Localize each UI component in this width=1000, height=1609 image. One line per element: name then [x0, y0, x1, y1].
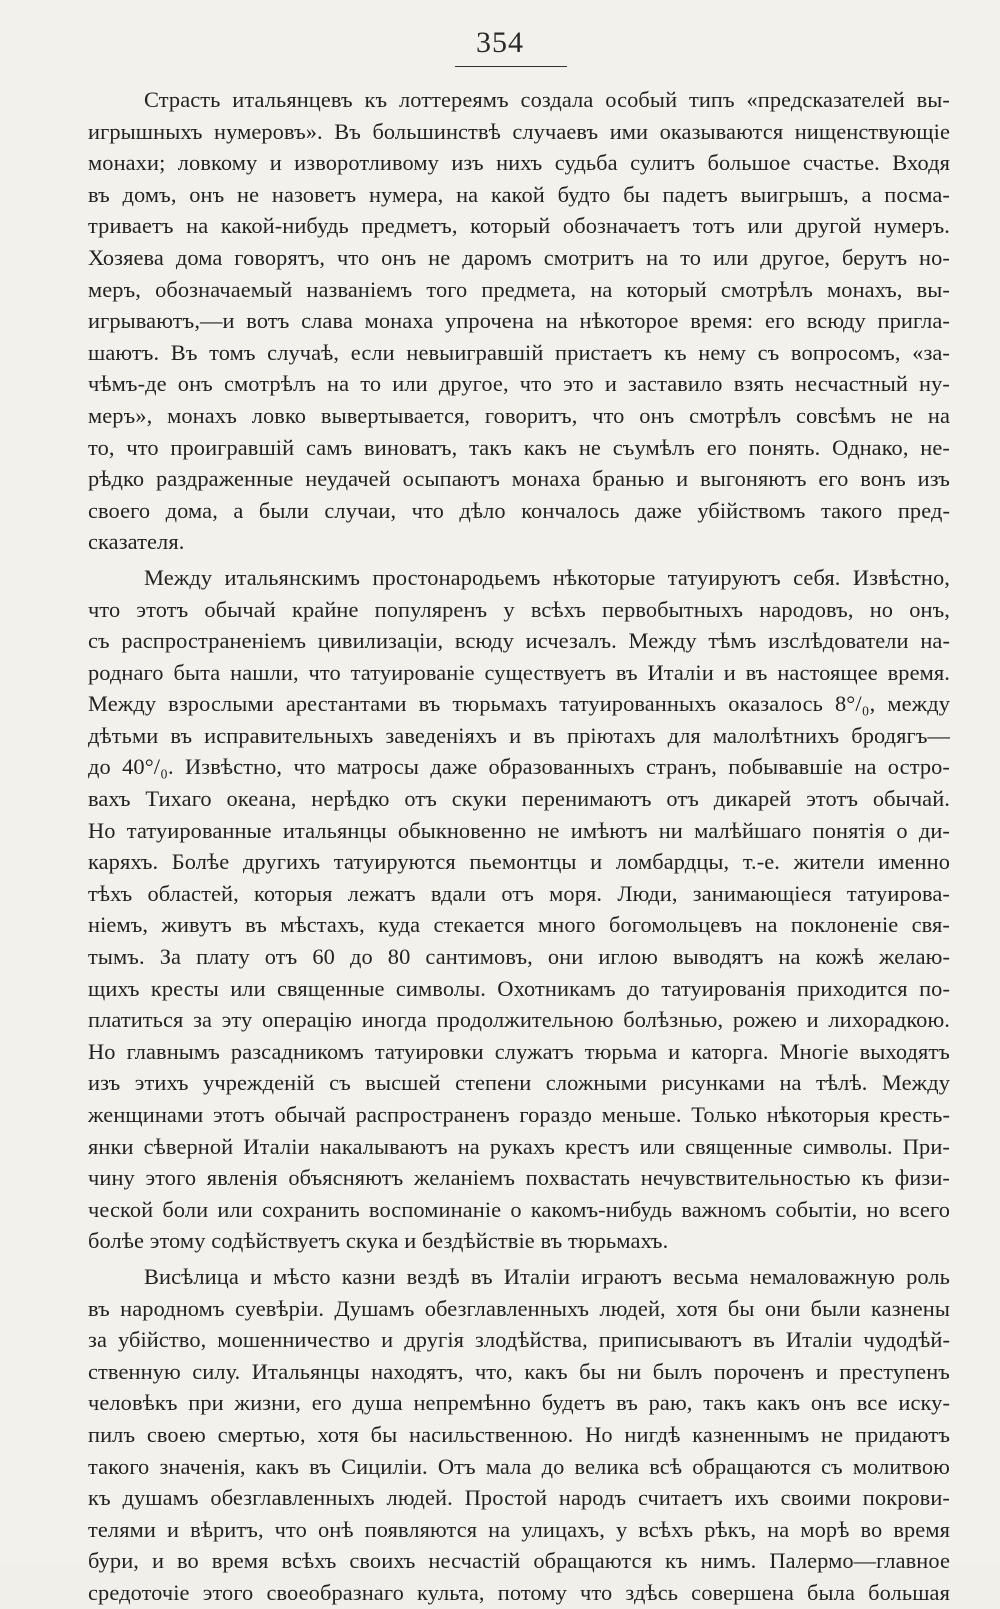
text-line: рѣдко раздраженные неудачей осыпаютъ монаха бранью и выгоняютъ его вонъ изъ: [88, 466, 950, 492]
text-line: монахи; ловкому и изворотливому изъ нихъ судьба сулитъ большое счастье. Входя: [88, 150, 950, 176]
text-line: въ народномъ суевѣріи. Душамъ обезглавленныхъ людей, хотя бы они были казнены: [88, 1295, 950, 1321]
text-line: Но татуированные итальянцы обыкновенно не имѣютъ ни малѣйшаго понятія о ди-: [88, 817, 950, 843]
text-line: чѣмъ-де онъ смотрѣлъ на то или другое, что это и заставило взять несчастный ну-: [88, 371, 950, 397]
paragraph: [88, 1261, 950, 1609]
text-line: Между итальянскимъ простонародьемъ нѣкоторые татуируютъ себя. Извѣстно,: [144, 564, 950, 590]
text-line: шаютъ. Въ томъ случаѣ, если невыигравшій пристаетъ къ нему съ вопросомъ, «за-: [88, 339, 950, 365]
text-line: игрышныхъ нумеровъ». Въ большинствѣ случаевъ ими оказываются нищенствующіе: [88, 118, 950, 144]
paragraph: [88, 84, 950, 558]
paragraph: [88, 562, 950, 1257]
text-line: Но главнымъ разсадникомъ татуировки служатъ тюрьма и каторга. Многіе выходятъ: [88, 1038, 950, 1064]
text-line: ческой боли или сохранить воспоминаніе о какомъ-нибудь важномъ событіи, но всего: [88, 1196, 950, 1222]
text-line: Между взрослыми арестантами въ тюрьмахъ татуированныхъ оказалось 8°/₀, между: [88, 691, 950, 717]
text-line: съ распространеніемъ цивилизаціи, всюду исчезалъ. Между тѣмъ изслѣдователи на-: [88, 628, 950, 654]
text-line: женщинами этотъ обычай распространенъ гораздо меньше. Только нѣкоторыя кресть-: [88, 1102, 950, 1127]
text-line: платиться за эту операцію иногда продолжительною болѣзнью, рожею и лихорадкою.: [88, 1007, 950, 1033]
text-line: меръ, обозначаемый названіемъ того предмета, на который смотрѣлъ монахъ, вы-: [88, 276, 950, 302]
text-line: своего дома, а были случаи, что дѣло кончалось даже убійствомъ такого пред-: [88, 497, 950, 523]
text-line: меръ», монахъ ловко вывертывается, говоритъ, что онъ смотрѣлъ совсѣмъ не на: [88, 402, 950, 428]
text-line: Висѣлица и мѣсто казни вездѣ въ Италіи играютъ весьма немаловажную роль: [144, 1263, 950, 1289]
text-line: сказателя.: [88, 529, 185, 555]
text-line: каряхъ. Болѣе другихъ татуируются пьемонтцы и ломбардцы, т.-е. жители именно: [88, 849, 950, 875]
text-line: бури, и во время всѣхъ своихъ несчастій обращаются къ нимъ. Палермо—главное: [88, 1548, 950, 1574]
text-line: такого значенія, какъ въ Сициліи. Отъ мала до велика всѣ обращаются съ молитвою: [88, 1453, 950, 1479]
text-line: изъ этихъ учрежденій съ высшей степени сложными рисунками на тѣлѣ. Между: [88, 1070, 950, 1096]
text-line: роднаго быта нашли, что татуированіе существуетъ въ Италіи и въ настоящее время.: [88, 659, 950, 685]
text-line: янки сѣверной Италіи накалываютъ на рукахъ крестъ или священные символы. При-: [88, 1133, 950, 1159]
text-line: щихъ кресты или священные символы. Охотникамъ до татуированія приходится по-: [88, 975, 950, 1001]
text-line: то, что проигравшій самъ виноватъ, такъ какъ не съумѣлъ его понять. Однако, не-: [88, 434, 950, 460]
text-line: триваетъ на какой-нибудь предметъ, который обозначаетъ тотъ или другой нумеръ.: [88, 213, 950, 239]
text-line: телями и вѣритъ, что онѣ появляются на улицахъ, у всѣхъ рѣкъ, на морѣ во время: [88, 1516, 950, 1542]
text-line: въ домъ, онъ не назоветъ нумера, на какой будто бы падетъ выигрышъ, а посма-: [88, 181, 950, 207]
text-line: игрываютъ,—и вотъ слава монаха упрочена на нѣкоторое время: его всюду пригла-: [88, 308, 950, 334]
text-line: пилъ своею смертью, хотя бы насильственною. Но нигдѣ казненнымъ не придаютъ: [88, 1421, 950, 1447]
text-line: ніемъ, живутъ въ мѣстахъ, куда стекается много богомольцевъ на поклоненіе свя-: [88, 912, 950, 938]
text-line: за убійство, мошенничество и другія злодѣйства, приписываютъ въ Италіи чудодѣй-: [88, 1327, 950, 1353]
text-line: средоточіе этого своеобразнаго культа, потому что здѣсь совершена была большая: [88, 1579, 950, 1605]
body-text: [88, 84, 950, 1609]
text-line: болѣе этому содѣйствуетъ скука и бездѣйствіе въ тюрьмахъ.: [88, 1228, 669, 1254]
text-line: къ душамъ обезглавленныхъ людей. Простой народъ считаетъ ихъ своими покрови-: [88, 1485, 950, 1511]
text-line: тѣхъ областей, которыя лежатъ вдали отъ моря. Люди, занимающіеся татуирова-: [88, 880, 950, 906]
page-number: 354: [476, 26, 524, 59]
header-rule: [455, 66, 567, 67]
text-line: вахъ Тихаго океана, нерѣдко отъ скуки перенимаютъ отъ дикарей этотъ обычай.: [88, 786, 950, 812]
text-line: Хозяева дома говорятъ, что онъ не даромъ смотритъ на то или другое, берутъ но-: [88, 244, 950, 270]
text-line: что этотъ обычай крайне популяренъ у всѣхъ первобытныхъ народовъ, но онъ,: [88, 596, 950, 622]
text-line: ственную силу. Итальянцы находятъ, что, какъ бы ни былъ пороченъ и преступенъ: [88, 1358, 950, 1384]
text-line: человѣкъ при жизни, его душа непремѣнно будетъ въ раю, такъ какъ онъ все иску-: [88, 1390, 950, 1416]
text-line: чину этого явленія объясняютъ желаніемъ похвастать нечувствительностью къ физи-: [88, 1165, 950, 1191]
text-line: дѣтьми въ исправительныхъ заведеніяхъ и въ пріютахъ для малолѣтнихъ бродягъ—: [88, 722, 950, 748]
text-line: Страсть итальянцевъ къ лоттереямъ создала особый типъ «предсказателей вы-: [144, 87, 950, 112]
text-line: до 40°/₀. Извѣстно, что матросы даже образованныхъ странъ, побывавшіе на остро-: [88, 754, 950, 780]
text-line: тымъ. За плату отъ 60 до 80 сантимовъ, они иглою выводятъ на кожѣ желаю-: [88, 944, 950, 970]
